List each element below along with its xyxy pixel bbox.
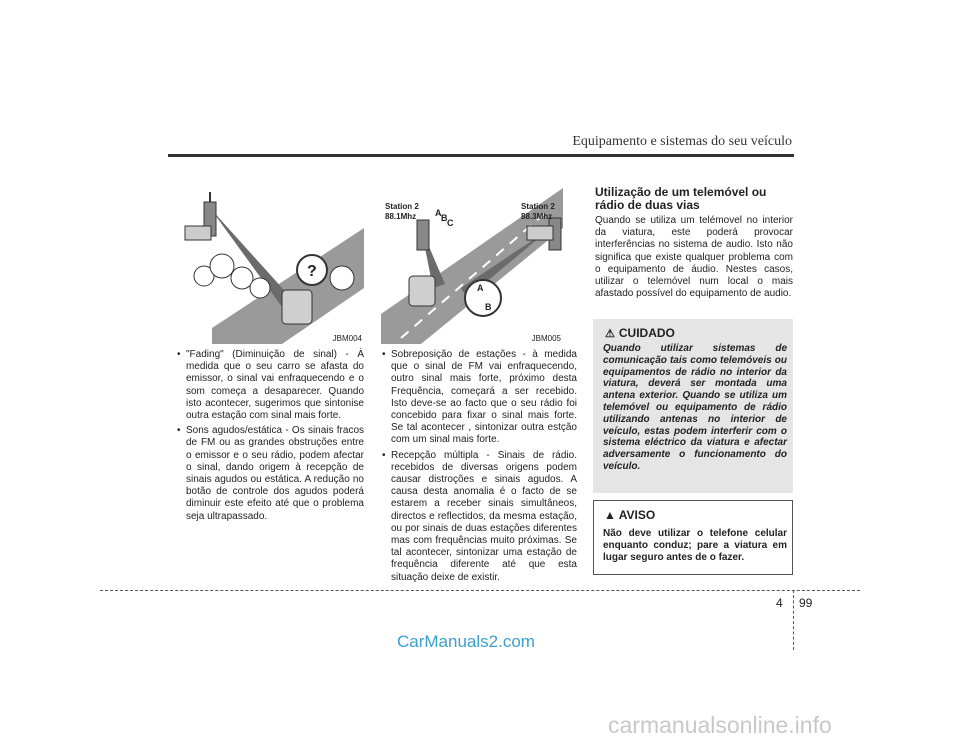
footer-dashed-divider bbox=[793, 590, 794, 650]
warning-triangle-icon: ⚠ bbox=[605, 328, 615, 340]
figure-fading bbox=[182, 188, 364, 344]
tree-icon bbox=[250, 278, 270, 298]
warning-heading bbox=[604, 508, 655, 522]
bullet-multipath: • Recepção múltipla - Sinais de rádio. recebidos de diversas origens podem causar distrоções e sinais agudos. A causa desta anomalia é o facto de se estarem a receber sinais simultâneos, directos e reflectidos, da mesma estação, ou por sinais de duas estações diferentes mas com frequências muito próximas. Se tal acontecer, sintonizar uma estação de frequência diferente até que esta situação deixe de existir. bbox=[381, 450, 577, 584]
footer-site-watermark[interactable]: carmanualsonline.info bbox=[608, 712, 832, 738]
interference-letter-a: A bbox=[477, 283, 484, 293]
tree-icon bbox=[231, 267, 253, 289]
warning-heading-text: AVISO bbox=[618, 508, 656, 522]
caution-heading bbox=[605, 326, 675, 340]
question-mark: ? bbox=[307, 263, 317, 280]
bubble-letter-c: C bbox=[447, 218, 454, 228]
station-right-name: Station 2 bbox=[521, 202, 555, 211]
footer-dashed-rule bbox=[100, 590, 860, 591]
figure-code: JBM004 bbox=[332, 334, 362, 343]
interference-letter-b: B bbox=[485, 302, 492, 312]
car-icon bbox=[282, 290, 312, 324]
signal-waves-icon bbox=[185, 226, 211, 240]
bubble-letter-a: A bbox=[435, 208, 442, 218]
left-bullet-list bbox=[176, 349, 364, 523]
watermark-link[interactable]: CarManuals2.com bbox=[397, 632, 535, 651]
section-body: Quando se utiliza um telémovel no interior da viatura, este poderá provocar interferências no sistema de audio. Isto não significa que existe qualquer problema com o equipamento de áudio. Nestes casos, utilizar o telemóvel num local o mais afastado possível do equipamento de audio. bbox=[595, 215, 793, 300]
caution-box bbox=[593, 319, 793, 493]
header-rule bbox=[168, 154, 794, 157]
caution-body: Quando utilizar sistemas de comunicação tais como telemóveis ou equipamentos de rádio no interior da viatura, deverá ser montada uma antena exterior. Quando se utiliza um telemóvel ou equipamento de rádio utilizando antenas no interior de veículo, estas podem interferir com o sistema eléctrico da viatura e afectar adversamente o funcionamento do veículo. bbox=[603, 343, 787, 472]
station-left-name: Station 2 bbox=[385, 202, 419, 211]
middle-bullet-list bbox=[381, 349, 577, 584]
tree-icon bbox=[330, 266, 354, 290]
fading-illustration bbox=[182, 188, 364, 344]
figure-station-overlap bbox=[381, 188, 563, 344]
warning-triangle-icon: ▲ bbox=[604, 508, 616, 522]
tree-icon bbox=[210, 254, 234, 278]
page-number: 99 bbox=[799, 596, 813, 610]
bubble-letter-b: B bbox=[441, 213, 448, 223]
station-overlap-illustration bbox=[381, 188, 563, 344]
page-header-title: Equipamento e sistemas do seu veículo bbox=[572, 134, 792, 149]
station-left-frequency: 88.1Mhz bbox=[385, 212, 417, 221]
car-icon bbox=[409, 276, 435, 306]
section-title: Utilização de um telemóvel ou rádio de duas vias bbox=[595, 185, 767, 212]
left-column bbox=[176, 349, 364, 526]
bullet-fading: • "Fading" (Diminuição de sinal) - À medida que o seu carro se afasta do emissor, o sinal vai enfraquecendo e o som começa a desaparecer. Quando isto acontecer, sugerimos que sintonise outra estação com sinal mais forte. bbox=[176, 349, 364, 422]
bullet-static: • Sons agudos/estática - Os sinais fracos de FM ou as grandes obstruções entre o emissor e o seu rádio, podem afectar o sinal, dando origem à recepção de sinais agudos ou estática. A redução no botão de controle dos agudos poderá diminuir este efeito até que o problema seja ultrapassado. bbox=[176, 425, 364, 523]
warning-body: Não deve utilizar o telefone celular enquanto conduz; pare a viatura em lugar seguro antes de o fazer. bbox=[603, 528, 787, 563]
signal-waves-icon bbox=[527, 226, 553, 240]
caution-heading-text: CUIDADO bbox=[618, 326, 675, 340]
middle-column bbox=[381, 349, 577, 587]
bullet-overlap: • Sobreposição de estações - à medida que o sinal de FM vai enfraquecendo, outro sinal mais forte, próximo desta Frequência, começará a ser recebido. Isto deve-se ao facto que o seu rádio foi concebido para fixar o sinal mais forte. Se tal acontecer , sintonizar outra estção com um sinal mais forte. bbox=[381, 349, 577, 447]
transmitter-tower-icon bbox=[417, 220, 429, 250]
warning-box bbox=[593, 500, 793, 575]
station-right-frequency: 88.3Mhz bbox=[521, 212, 553, 221]
chapter-number: 4 bbox=[776, 596, 783, 610]
figure-code: JBM005 bbox=[531, 334, 561, 343]
